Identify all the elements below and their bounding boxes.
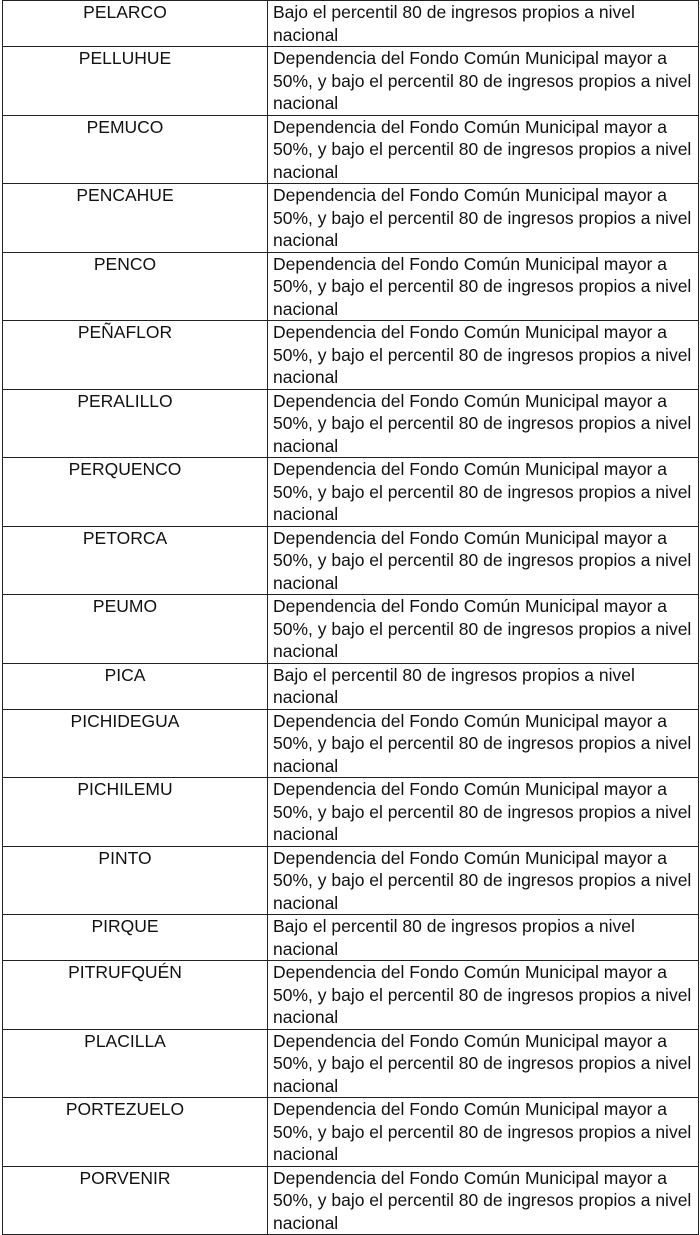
municipality-name: PICHIDEGUA [3,709,268,778]
municipality-name: PEUMO [3,595,268,664]
table-row [3,846,699,915]
criteria-text: Dependencia del Fondo Común Municipal mayor a 50%, y bajo el percentil 80 de ingresos propios a nivel nacional [268,184,699,253]
criteria-text: Dependencia del Fondo Común Municipal mayor a 50%, y bajo el percentil 80 de ingresos propios a nivel nacional [268,595,699,664]
criteria-text: Bajo el percentil 80 de ingresos propios a nivel nacional [268,1,699,47]
municipality-name: PLACILLA [3,1029,268,1098]
municipality-name: PEÑAFLOR [3,321,268,390]
table-row [3,1029,699,1098]
criteria-text: Dependencia del Fondo Común Municipal mayor a 50%, y bajo el percentil 80 de ingresos propios a nivel nacional [268,709,699,778]
criteria-text: Dependencia del Fondo Común Municipal mayor a 50%, y bajo el percentil 80 de ingresos propios a nivel nacional [268,389,699,458]
municipality-name: PORVENIR [3,1166,268,1235]
criteria-text: Dependencia del Fondo Común Municipal mayor a 50%, y bajo el percentil 80 de ingresos propios a nivel nacional [268,1166,699,1235]
municipality-name: PORTEZUELO [3,1098,268,1167]
municipality-name: PERQUENCO [3,458,268,527]
table-row [3,389,699,458]
criteria-text: Dependencia del Fondo Común Municipal mayor a 50%, y bajo el percentil 80 de ingresos propios a nivel nacional [268,47,699,116]
municipality-name: PELARCO [3,1,268,47]
table-row [3,663,699,709]
table-row [3,595,699,664]
criteria-text: Dependencia del Fondo Común Municipal mayor a 50%, y bajo el percentil 80 de ingresos propios a nivel nacional [268,321,699,390]
municipality-name: PINTO [3,846,268,915]
table-row [3,1098,699,1167]
table-row [3,778,699,847]
municipality-name: PICA [3,663,268,709]
municipality-name: PEMUCO [3,115,268,184]
municipality-name: PERALILLO [3,389,268,458]
municipality-name: PITRUFQUÉN [3,961,268,1030]
table-row [3,709,699,778]
criteria-text: Dependencia del Fondo Común Municipal mayor a 50%, y bajo el percentil 80 de ingresos propios a nivel nacional [268,846,699,915]
table-row [3,252,699,321]
criteria-text: Dependencia del Fondo Común Municipal mayor a 50%, y bajo el percentil 80 de ingresos propios a nivel nacional [268,526,699,595]
table-row [3,915,699,961]
criteria-text: Dependencia del Fondo Común Municipal mayor a 50%, y bajo el percentil 80 de ingresos propios a nivel nacional [268,115,699,184]
table-row [3,115,699,184]
municipality-name: PETORCA [3,526,268,595]
table-row [3,47,699,116]
table-row [3,184,699,253]
criteria-text: Dependencia del Fondo Común Municipal mayor a 50%, y bajo el percentil 80 de ingresos propios a nivel nacional [268,1098,699,1167]
criteria-text: Dependencia del Fondo Común Municipal mayor a 50%, y bajo el percentil 80 de ingresos propios a nivel nacional [268,961,699,1030]
table-row [3,458,699,527]
municipality-name: PELLUHUE [3,47,268,116]
table-row [3,526,699,595]
table-row [3,961,699,1030]
municipality-name: PENCAHUE [3,184,268,253]
criteria-text: Dependencia del Fondo Común Municipal mayor a 50%, y bajo el percentil 80 de ingresos propios a nivel nacional [268,458,699,527]
criteria-text: Bajo el percentil 80 de ingresos propios a nivel nacional [268,663,699,709]
municipality-table [2,0,699,1235]
table-row [3,1166,699,1235]
criteria-text: Bajo el percentil 80 de ingresos propios a nivel nacional [268,915,699,961]
table-row [3,1,699,47]
criteria-text: Dependencia del Fondo Común Municipal mayor a 50%, y bajo el percentil 80 de ingresos propios a nivel nacional [268,1029,699,1098]
criteria-text: Dependencia del Fondo Común Municipal mayor a 50%, y bajo el percentil 80 de ingresos propios a nivel nacional [268,252,699,321]
municipality-name: PICHILEMU [3,778,268,847]
municipality-name: PENCO [3,252,268,321]
municipality-name: PIRQUE [3,915,268,961]
criteria-text: Dependencia del Fondo Común Municipal mayor a 50%, y bajo el percentil 80 de ingresos propios a nivel nacional [268,778,699,847]
table-row [3,321,699,390]
